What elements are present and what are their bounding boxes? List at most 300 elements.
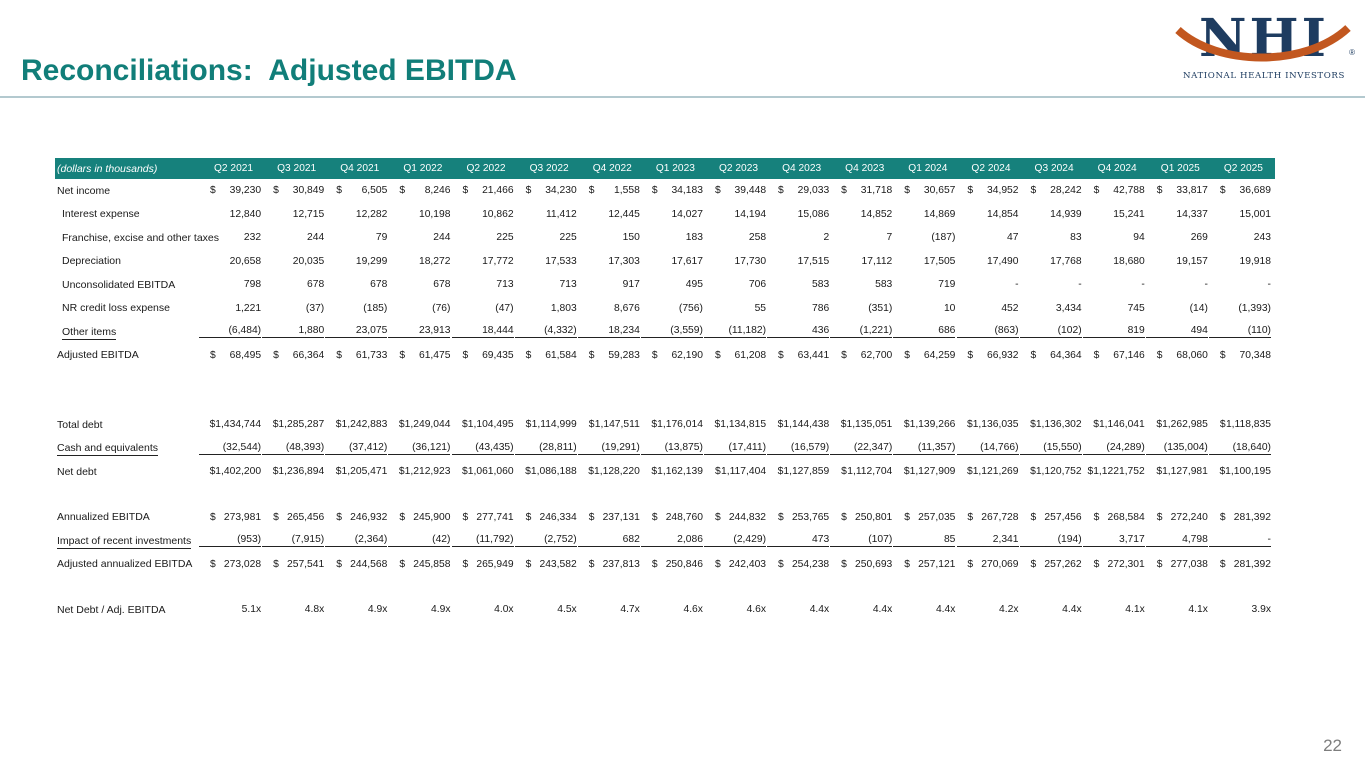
value-cell: 706 — [748, 279, 767, 291]
value-cell: $ 62,700 — [841, 349, 893, 361]
dollar-sign: $ — [904, 349, 911, 361]
value-cell: (24,289) — [1086, 442, 1149, 455]
dollar-sign: $ — [398, 466, 405, 478]
dollar-sign: $ — [272, 419, 279, 431]
value-cell: 4.2x — [999, 604, 1019, 616]
value-cell: 745 — [1127, 302, 1145, 314]
value-cell: 17,505 — [923, 255, 956, 267]
dollar-sign: $ — [1030, 349, 1037, 361]
value-cell: $ 61,475 — [399, 349, 451, 361]
value-cell: 4.6x — [683, 604, 703, 616]
dollar-sign: $ — [209, 466, 216, 478]
dollar-sign: $ — [525, 349, 532, 361]
dollar-sign: $ — [1219, 419, 1226, 431]
value-cell: 4.4x — [935, 604, 956, 616]
dollar-sign: $ — [904, 558, 911, 570]
value-cell: 686 — [896, 325, 959, 338]
value-cell: (1,393) — [1238, 302, 1271, 314]
column-header: Q2 2024 — [971, 163, 1011, 174]
row-label: Net Debt / Adj. EBITDA — [57, 603, 166, 616]
dollar-sign: $ — [651, 349, 658, 361]
value-cell: $ 237,813 — [588, 558, 640, 570]
value-cell: $ 1,061,060 — [462, 466, 514, 478]
dollar-sign: $ — [1093, 185, 1100, 197]
dollar-sign: $ — [1087, 466, 1094, 478]
dollar-sign: $ — [210, 349, 216, 361]
dollar-sign: $ — [840, 419, 847, 431]
value-cell: $ 1,205,471 — [335, 466, 388, 478]
dollar-sign: $ — [651, 419, 658, 431]
value-cell: 4.9x — [367, 604, 388, 616]
dollar-sign: $ — [1093, 558, 1100, 570]
value-cell: 18,444 — [454, 325, 517, 338]
value-cell: (187) — [931, 232, 956, 244]
value-cell: $ 1,135,051 — [840, 419, 893, 431]
value-cell: 243 — [1253, 232, 1271, 244]
value-cell: $ 6,505 — [336, 185, 388, 197]
table-body — [55, 179, 1275, 622]
dollar-sign: $ — [525, 558, 532, 570]
value-cell: $ 33,817 — [1156, 185, 1208, 197]
value-cell: 17,303 — [608, 255, 640, 267]
value-cell: $ 1,127,909 — [903, 466, 956, 478]
dollar-sign: $ — [399, 349, 406, 361]
dollar-sign: $ — [588, 511, 595, 523]
value-cell: 20,035 — [292, 255, 325, 267]
value-cell: $ 257,035 — [904, 511, 956, 523]
value-cell: $ 1,136,035 — [966, 419, 1019, 431]
value-cell: $ 1,086,188 — [525, 466, 577, 478]
value-cell: 3,717 — [1086, 534, 1149, 547]
value-cell: 18,272 — [418, 255, 451, 267]
value-cell: 719 — [938, 279, 956, 291]
dollar-sign: $ — [778, 511, 784, 523]
value-cell: $ 270,069 — [967, 558, 1019, 570]
value-cell: $ 273,028 — [210, 558, 262, 570]
row-label: Adjusted EBITDA — [57, 349, 139, 362]
table-row — [55, 529, 1275, 553]
value-cell: - — [1212, 534, 1275, 547]
value-cell: $ 28,242 — [1030, 185, 1082, 197]
value-cell: 14,852 — [860, 208, 893, 220]
value-cell: 19,299 — [355, 255, 388, 267]
value-cell: 14,869 — [923, 208, 956, 220]
value-cell: (19,291) — [581, 442, 644, 455]
column-header: Q2 2025 — [1223, 163, 1263, 174]
value-cell: 678 — [370, 279, 388, 291]
value-cell: $ 1,176,014 — [651, 419, 703, 431]
value-cell: 17,768 — [1050, 255, 1082, 267]
value-cell: (2,429) — [707, 534, 770, 547]
dollar-sign: $ — [273, 511, 279, 523]
value-cell: 713 — [496, 279, 514, 291]
section-spacer — [55, 576, 1275, 598]
value-cell: $ 1,118,835 — [1219, 419, 1271, 431]
value-cell: 583 — [875, 279, 893, 291]
value-cell: $ 246,334 — [525, 511, 577, 523]
dollar-sign: $ — [1030, 511, 1037, 523]
page-title: Reconciliations: Adjusted EBITDA — [21, 54, 517, 87]
value-cell: $ 64,259 — [904, 349, 956, 361]
value-cell: (37,412) — [328, 442, 391, 455]
value-cell: 819 — [1086, 325, 1149, 338]
value-cell: 4.4x — [1062, 604, 1082, 616]
value-cell: $ 67,146 — [1093, 349, 1145, 361]
column-header: Q1 2025 — [1160, 163, 1200, 174]
value-cell: 258 — [748, 232, 767, 244]
value-cell: $ 1,249,044 — [398, 419, 451, 431]
dollar-sign: $ — [462, 419, 468, 431]
column-header: Q2 2023 — [718, 163, 759, 174]
table-row — [55, 506, 1275, 530]
dollar-sign: $ — [210, 185, 216, 197]
dollar-sign: $ — [462, 558, 469, 570]
value-cell: $ 1,104,495 — [462, 419, 514, 431]
value-cell: (756) — [678, 302, 703, 314]
value-cell: $ 1,120,752 — [1030, 466, 1082, 478]
dollar-sign: $ — [588, 349, 595, 361]
dollar-sign: $ — [588, 558, 595, 570]
value-cell: $ 66,932 — [967, 349, 1019, 361]
value-cell: (863) — [959, 325, 1022, 338]
value-cell: $ 268,584 — [1093, 511, 1145, 523]
dollar-sign: $ — [967, 511, 974, 523]
value-cell: (28,811) — [518, 442, 581, 455]
value-cell: $ 1,558 — [588, 185, 640, 197]
value-cell: $ 257,121 — [904, 558, 956, 570]
value-cell: 15,241 — [1113, 208, 1145, 220]
value-cell: $ 277,741 — [462, 511, 514, 523]
value-cell: $ 1,162,139 — [651, 466, 703, 478]
dollar-sign: $ — [841, 185, 847, 197]
column-header: Q2 2021 — [214, 163, 254, 174]
value-cell: 4.9x — [431, 604, 451, 616]
dollar-sign: $ — [777, 466, 784, 478]
value-cell: $ 34,183 — [651, 185, 703, 197]
value-cell: $ 281,392 — [1219, 511, 1271, 523]
value-cell: 682 — [581, 534, 644, 547]
value-cell: 7 — [886, 232, 893, 244]
dollar-sign: $ — [903, 466, 910, 478]
nhi-logo-subtext: NATIONAL HEALTH INVESTORS — [1183, 71, 1345, 81]
row-label: NR credit loss expense — [62, 302, 170, 315]
value-cell: 18,234 — [581, 325, 644, 338]
row-label: Adjusted annualized EBITDA — [57, 558, 193, 571]
title-divider — [0, 96, 1365, 98]
value-cell: 4.0x — [494, 604, 514, 616]
value-cell: - — [1267, 279, 1271, 291]
value-cell: (43,435) — [454, 442, 517, 455]
value-cell: $ 64,364 — [1030, 349, 1082, 361]
value-cell: 79 — [375, 232, 388, 244]
value-cell: 10,198 — [418, 208, 451, 220]
value-cell: $ 69,435 — [462, 349, 514, 361]
value-cell: 55 — [754, 302, 767, 314]
value-cell: (14,766) — [959, 442, 1022, 455]
value-cell: $ 1,100,195 — [1219, 466, 1271, 478]
dollar-sign: $ — [1030, 185, 1037, 197]
dollar-sign: $ — [1219, 511, 1226, 523]
value-cell: 495 — [685, 279, 703, 291]
column-header: Q4 2023 — [845, 163, 885, 174]
value-cell: 2 — [823, 232, 830, 244]
value-cell: $ 1,121,269 — [966, 466, 1019, 478]
dollar-sign: $ — [588, 419, 595, 431]
value-cell: 798 — [243, 279, 262, 291]
value-cell: $ 250,801 — [841, 511, 893, 523]
value-cell: $ 244,832 — [714, 511, 767, 523]
value-cell: $ 1,144,438 — [777, 419, 830, 431]
row-label: Annualized EBITDA — [57, 511, 150, 524]
value-cell: 225 — [559, 232, 577, 244]
dollar-sign: $ — [714, 185, 721, 197]
value-cell: $ 1,212,923 — [398, 466, 451, 478]
value-cell: 17,533 — [545, 255, 577, 267]
dollar-sign: $ — [904, 511, 911, 523]
dollar-sign: $ — [841, 466, 847, 478]
value-cell: 83 — [1070, 232, 1082, 244]
dollar-sign: $ — [398, 419, 405, 431]
dollar-sign: $ — [525, 511, 532, 523]
value-cell: (102) — [1023, 325, 1086, 338]
value-cell: 4.8x — [304, 604, 325, 616]
value-cell: 14,939 — [1050, 208, 1082, 220]
column-header: Q4 2021 — [340, 163, 380, 174]
dollar-sign: $ — [1093, 419, 1099, 431]
value-cell: (15,550) — [1023, 442, 1086, 455]
dollar-sign: $ — [651, 466, 658, 478]
value-cell: (37) — [305, 302, 325, 314]
dollar-sign: $ — [651, 511, 658, 523]
value-cell: (4,332) — [518, 325, 581, 338]
value-cell: - — [1078, 279, 1082, 291]
value-cell: $ 66,364 — [273, 349, 325, 361]
value-cell: $ 70,348 — [1219, 349, 1271, 361]
table-row — [55, 460, 1275, 484]
dollar-sign: $ — [778, 185, 784, 197]
row-label: Impact of recent investments — [57, 534, 192, 547]
dollar-sign: $ — [714, 419, 721, 431]
dollar-sign: $ — [1219, 466, 1226, 478]
value-cell: 12,282 — [355, 208, 388, 220]
value-cell: 4.6x — [746, 604, 767, 616]
dollar-sign: $ — [462, 349, 469, 361]
column-header: Q1 2023 — [655, 163, 695, 174]
value-cell: (36,121) — [391, 442, 454, 455]
dollar-sign: $ — [1030, 466, 1036, 478]
value-cell: 12,840 — [229, 208, 262, 220]
value-cell: $ 273,981 — [210, 511, 262, 523]
table-row — [55, 413, 1275, 437]
value-cell: (22,347) — [833, 442, 896, 455]
row-label: Cash and equivalents — [57, 442, 158, 455]
value-cell: (135,004) — [1149, 442, 1212, 455]
table-corner-label: (dollars in thousands) — [57, 162, 158, 175]
value-cell: $ 59,283 — [588, 349, 640, 361]
table-row — [55, 437, 1275, 461]
value-cell: (42) — [391, 534, 454, 547]
value-cell: $ 257,541 — [273, 558, 325, 570]
value-cell: $ 61,584 — [525, 349, 577, 361]
value-cell: $ 1,127,859 — [777, 466, 830, 478]
value-cell: 183 — [685, 232, 703, 244]
table-row — [55, 553, 1275, 577]
value-cell: $ 34,230 — [525, 185, 577, 197]
row-label: Interest expense — [62, 208, 140, 221]
value-cell: $ 243,582 — [525, 558, 577, 570]
value-cell: 436 — [770, 325, 833, 338]
dollar-sign: $ — [1030, 419, 1036, 431]
value-cell: $ 36,689 — [1219, 185, 1271, 197]
dollar-sign: $ — [273, 185, 279, 197]
value-cell: 678 — [307, 279, 325, 291]
value-cell: $ 61,733 — [336, 349, 388, 361]
value-cell: 19,918 — [1239, 255, 1271, 267]
dollar-sign: $ — [525, 185, 532, 197]
value-cell: 4.1x — [1125, 604, 1145, 616]
value-cell: $ 1,134,815 — [714, 419, 767, 431]
value-cell: 4.4x — [809, 604, 830, 616]
value-cell: $ 272,240 — [1156, 511, 1208, 523]
value-cell: $ 257,262 — [1030, 558, 1082, 570]
table-row — [55, 320, 1275, 344]
value-cell: $ 1,402,200 — [209, 466, 262, 478]
column-header: Q4 2024 — [1097, 163, 1137, 174]
value-cell: $ 68,495 — [210, 349, 262, 361]
value-cell: $ 1,285,287 — [272, 419, 325, 431]
value-cell: 2,086 — [644, 534, 707, 547]
dollar-sign: $ — [399, 511, 406, 523]
dollar-sign: $ — [1219, 349, 1226, 361]
dollar-sign: $ — [399, 185, 406, 197]
value-cell: 473 — [770, 534, 833, 547]
value-cell: $ 267,728 — [967, 511, 1019, 523]
value-cell: (76) — [432, 302, 451, 314]
table-row — [55, 179, 1275, 203]
dollar-sign: $ — [1156, 466, 1163, 478]
dollar-sign: $ — [714, 349, 721, 361]
value-cell: 23,075 — [328, 325, 391, 338]
value-cell: $ 31,718 — [841, 185, 893, 197]
value-cell: $ 1,146,041 — [1093, 419, 1145, 431]
value-cell: $ 257,456 — [1030, 511, 1082, 523]
page-number: 22 — [1323, 736, 1342, 755]
value-cell: 15,086 — [797, 208, 830, 220]
value-cell: 17,515 — [797, 255, 830, 267]
value-cell: $ 265,949 — [462, 558, 514, 570]
dollar-sign: $ — [841, 558, 847, 570]
dollar-sign: $ — [1093, 349, 1100, 361]
row-label: Depreciation — [62, 255, 121, 268]
dollar-sign: $ — [588, 185, 595, 197]
value-cell: 150 — [622, 232, 640, 244]
value-cell: (48,393) — [265, 442, 328, 455]
dollar-sign: $ — [967, 349, 974, 361]
value-cell: $ 1,1221,752 — [1087, 466, 1145, 478]
dollar-sign: $ — [272, 466, 279, 478]
value-cell: 917 — [622, 279, 640, 291]
value-cell: $ 34,952 — [967, 185, 1019, 197]
value-cell: 4.5x — [557, 604, 577, 616]
dollar-sign: $ — [273, 558, 279, 570]
dollar-sign: $ — [714, 511, 721, 523]
dollar-sign: $ — [967, 185, 974, 197]
value-cell: 494 — [1149, 325, 1212, 338]
value-cell: 17,490 — [987, 255, 1019, 267]
value-cell: (1,221) — [833, 325, 896, 338]
row-label: Unconsolidated EBITDA — [62, 278, 176, 291]
value-cell: 18,680 — [1113, 255, 1145, 267]
value-cell: 17,617 — [671, 255, 703, 267]
value-cell: $ 68,060 — [1156, 349, 1208, 361]
dollar-sign: $ — [841, 349, 847, 361]
value-cell: 786 — [811, 302, 830, 314]
table-header-row — [55, 158, 1275, 179]
value-cell: 232 — [243, 232, 262, 244]
value-cell: - — [1204, 279, 1208, 291]
dollar-sign: $ — [904, 185, 911, 197]
value-cell: 10,862 — [482, 208, 514, 220]
column-header: Q3 2021 — [277, 163, 317, 174]
value-cell: $ 30,657 — [904, 185, 956, 197]
row-label: Other items — [62, 325, 117, 338]
value-cell: 4.7x — [620, 604, 640, 616]
value-cell: (110) — [1212, 325, 1275, 338]
value-cell: 583 — [811, 279, 830, 291]
value-cell: 244 — [433, 232, 451, 244]
dollar-sign: $ — [903, 419, 910, 431]
value-cell: $ 1,139,266 — [903, 419, 956, 431]
column-header: Q2 2022 — [466, 163, 506, 174]
value-cell: 12,445 — [608, 208, 640, 220]
dollar-sign: $ — [210, 511, 216, 523]
value-cell: 94 — [1133, 232, 1145, 244]
value-cell: (185) — [363, 302, 388, 314]
dollar-sign: $ — [1093, 511, 1100, 523]
value-cell: 678 — [433, 279, 451, 291]
dollar-sign: $ — [336, 511, 342, 523]
value-cell: 12,715 — [292, 208, 325, 220]
dollar-sign: $ — [1156, 511, 1163, 523]
value-cell: $ 1,242,883 — [335, 419, 388, 431]
value-cell: 3,434 — [1055, 302, 1082, 314]
table-row — [55, 598, 1275, 622]
value-cell: (16,579) — [770, 442, 833, 455]
dollar-sign: $ — [336, 185, 342, 197]
dollar-sign: $ — [1156, 419, 1163, 431]
dollar-sign: $ — [651, 185, 658, 197]
dollar-sign: $ — [525, 466, 531, 478]
dollar-sign: $ — [1156, 558, 1163, 570]
value-cell: (6,484) — [202, 325, 265, 338]
nhi-logo-mark — [1179, 8, 1355, 70]
value-cell: 23,913 — [391, 325, 454, 338]
value-cell: 14,854 — [987, 208, 1019, 220]
value-cell: (953) — [202, 534, 265, 547]
value-cell: $ 1,434,744 — [209, 419, 262, 431]
value-cell: 19,157 — [1176, 255, 1208, 267]
dollar-sign: $ — [273, 349, 279, 361]
value-cell: $ 253,765 — [778, 511, 830, 523]
value-cell: $ 61,208 — [714, 349, 767, 361]
value-cell: $ 244,568 — [336, 558, 388, 570]
row-label: Net debt — [57, 465, 97, 478]
dollar-sign: $ — [462, 466, 468, 478]
value-cell: $ 265,456 — [273, 511, 325, 523]
value-cell: (2,364) — [328, 534, 391, 547]
value-cell: (13,875) — [644, 442, 707, 455]
value-cell: (17,411) — [707, 442, 770, 455]
